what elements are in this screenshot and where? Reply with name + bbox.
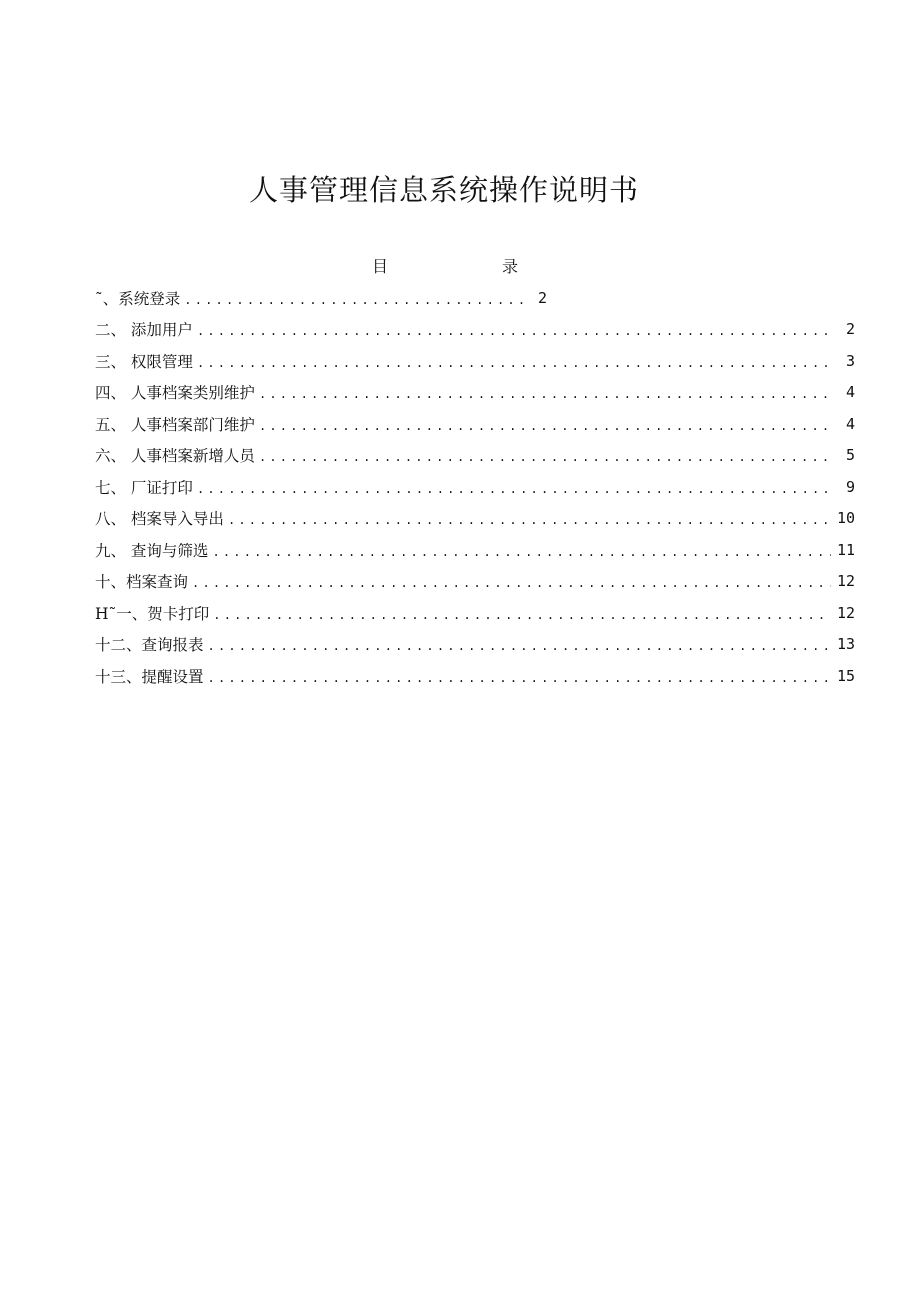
toc-leader-dots bbox=[192, 573, 831, 589]
toc-entry-label: 三、 权限管理 bbox=[95, 352, 193, 371]
toc-page-number: 12 bbox=[836, 572, 855, 591]
toc-entry-category-maintenance[interactable] bbox=[95, 377, 855, 409]
toc-entry-archive-query[interactable] bbox=[95, 566, 855, 598]
toc-entry-label: 五、 人事档案部门维护 bbox=[95, 415, 255, 434]
toc-entry-label: 二、 添加用户 bbox=[95, 321, 193, 340]
toc-page-number: 4 bbox=[845, 383, 855, 402]
toc-entry-label: 四、 人事档案类别维护 bbox=[95, 384, 255, 403]
toc-leader-dots bbox=[208, 636, 831, 652]
toc-entry-query-report[interactable] bbox=[95, 629, 855, 661]
toc-leader-dots bbox=[259, 416, 831, 432]
toc-entry-add-user[interactable] bbox=[95, 314, 855, 346]
toc-heading-char-1: 目 bbox=[372, 257, 389, 276]
toc-leader-dots bbox=[259, 447, 831, 463]
toc-page-number: 13 bbox=[836, 635, 855, 654]
document-title: 人事管理信息系统操作说明书 bbox=[248, 173, 639, 207]
toc-page-number: 3 bbox=[845, 351, 855, 370]
toc-heading bbox=[372, 254, 518, 277]
toc-page-number: 2 bbox=[845, 320, 855, 339]
toc-entry-label: 十三、提醒设置 bbox=[95, 667, 204, 686]
toc-page-number: 10 bbox=[836, 509, 855, 528]
toc-entry-query-filter[interactable] bbox=[95, 534, 855, 566]
toc-leader-dots bbox=[259, 384, 831, 400]
toc-page-number: 15 bbox=[836, 666, 855, 685]
toc-leader-dots bbox=[197, 479, 831, 495]
toc-entry-label: ˜、系统登录 bbox=[95, 289, 181, 308]
toc-entry-import-export[interactable] bbox=[95, 503, 855, 535]
toc-entry-label: H˜一、贺卡打印 bbox=[95, 604, 210, 623]
toc-leader-dots bbox=[208, 668, 831, 684]
toc-entry-label: 八、 档案导入导出 bbox=[95, 510, 224, 529]
toc-entry-label: 十、档案查询 bbox=[95, 573, 189, 592]
toc-entry-label: 六、 人事档案新增人员 bbox=[95, 447, 255, 466]
toc-entry-reminder-settings[interactable] bbox=[95, 660, 855, 692]
toc-page-number: 12 bbox=[836, 603, 855, 622]
toc-page-number: 11 bbox=[836, 540, 855, 559]
toc-page-number: 2 bbox=[537, 288, 547, 307]
toc-page-number: 9 bbox=[845, 477, 855, 496]
toc-entry-label: 九、 查询与筛选 bbox=[95, 541, 209, 560]
toc-entry-card-printing[interactable] bbox=[95, 597, 855, 629]
toc-page-number: 5 bbox=[845, 446, 855, 465]
toc-entry-new-personnel[interactable] bbox=[95, 440, 855, 472]
toc-leader-dots bbox=[184, 290, 523, 306]
table-of-contents bbox=[95, 282, 855, 692]
toc-entry-system-login[interactable] bbox=[95, 282, 547, 314]
toc-leader-dots bbox=[197, 321, 831, 337]
toc-leader-dots bbox=[228, 510, 831, 526]
toc-entry-department-maintenance[interactable] bbox=[95, 408, 855, 440]
toc-entry-label: 十二、查询报表 bbox=[95, 636, 204, 655]
toc-leader-dots bbox=[197, 353, 831, 369]
toc-entry-label: 七、 厂证打印 bbox=[95, 478, 193, 497]
toc-leader-dots bbox=[213, 605, 831, 621]
toc-entry-permission-management[interactable] bbox=[95, 345, 855, 377]
toc-entry-badge-printing[interactable] bbox=[95, 471, 855, 503]
toc-leader-dots bbox=[212, 542, 831, 558]
toc-heading-char-2: 录 bbox=[501, 257, 518, 276]
toc-page-number: 4 bbox=[845, 414, 855, 433]
